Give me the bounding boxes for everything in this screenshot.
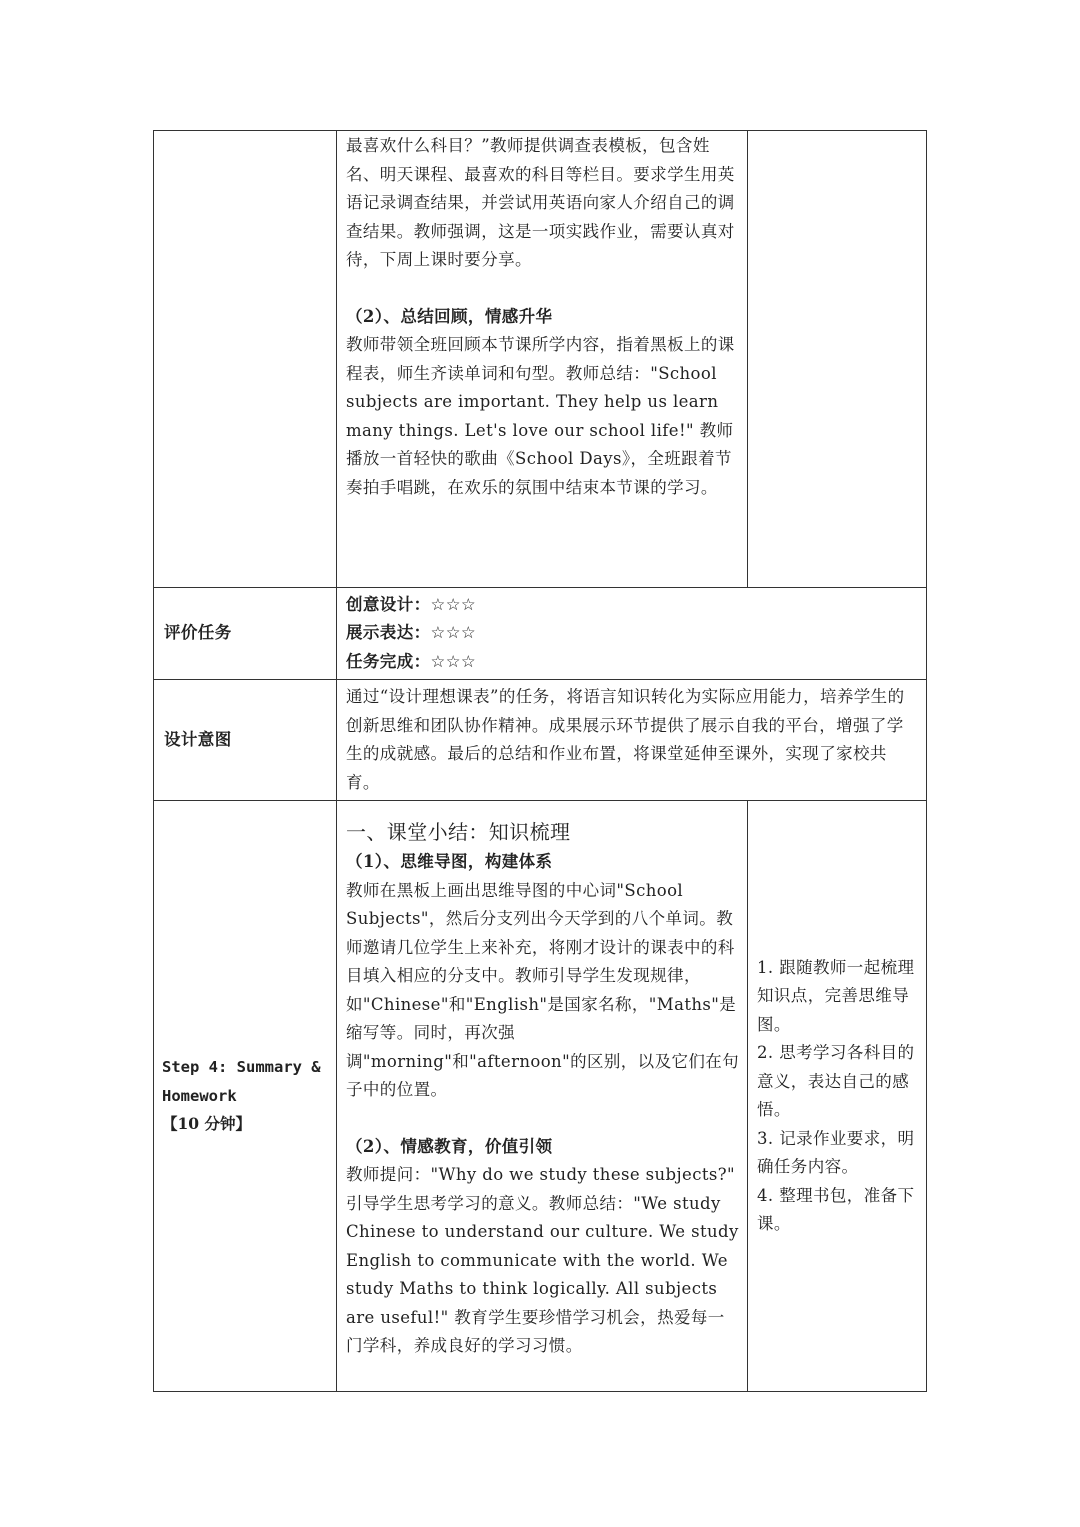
subheading-emotional-education: （2）、情感教育，价值引领 — [346, 1136, 553, 1156]
criterion-label: 创意设计： — [346, 594, 431, 614]
design-intent-label: 设计意图 — [164, 729, 232, 749]
evaluation-item — [346, 648, 741, 677]
lesson-plan-table — [153, 130, 927, 1392]
evaluation-items — [346, 588, 741, 679]
star-rating: ☆☆☆ — [430, 594, 477, 614]
mind-map-paragraph: 教师在黑板上画出思维导图的中心词"School Subjects"，然后分支列出今天学到的八个单词。教师邀请几位学生上来补充，将刚才设计的课表中的科目填入相应的分支中。教师引导学生发现规律，如"Chinese"和"English"是国家名称，"Maths"是缩写等。同时，再次强调"morning"和"afternoon"的区别，以及它们在句子中的位置。 — [346, 880, 740, 1099]
star-rating: ☆☆☆ — [430, 651, 477, 671]
step-title: Step 4: Summary & — [162, 1058, 321, 1077]
column-divider — [336, 130, 337, 1392]
emotional-education-paragraph: 教师提问："Why do we study these subjects?" 引导学生思考学习的意义。教师总结："We study Chinese to understand our culture. We study English to communicate with the world. We study Maths to think logically. All subjects are useful!" 教育学生要珍惜学习机会，热爱每一门学科，养成良好的学习习惯。 — [346, 1165, 739, 1355]
criterion-label: 展示表达： — [346, 623, 431, 643]
subheading-mind-map: （1）、思维导图，构建体系 — [346, 852, 553, 871]
summary-paragraph: 教师带领全班回顾本节课所学内容，指着黑板上的课程表，师生齐读单词和句型。教师总结："School subjects are important. They help us learn many things. Let's love our school life!" 教师播放一首轻快的歌曲《School Days》，全班跟着节奏拍手唱跳，在欢乐的氛围中结束本节课的学习。 — [346, 335, 735, 497]
student-activity-item: 2. 思考学习各科目的意义，表达自己的感悟。 — [757, 1043, 915, 1119]
teacher-activity-cell — [346, 132, 741, 502]
column-divider — [747, 130, 748, 588]
student-activity-item: 1. 跟随教师一起梳理知识点，完善思维导图。 — [757, 957, 915, 1034]
step-duration: 【10 分钟】 — [162, 1114, 251, 1134]
design-intent-text: 通过“设计理想课表”的任务，将语言知识转化为实际应用能力，培养学生的创新思维和团队协作精神。成果展示环节提供了展示自我的平台，增强了学生的成就感。最后的总结和作业布置，将课堂延伸至课外，实现了家校共育。 — [346, 687, 905, 792]
student-activity-item: 3. 记录作业要求，明确任务内容。 — [757, 1128, 915, 1176]
step4-label — [162, 801, 334, 1391]
evaluation-label: 评价任务 — [164, 623, 232, 643]
evaluation-item — [346, 591, 741, 620]
table-border-left — [153, 130, 154, 1392]
homework-paragraph: 最喜欢什么科目？”教师提供调查表模板，包含姓名、明天课程、最喜欢的科目等栏目。要求学生用英语记录调查结果，并尝试用英语向家人介绍自己的调查结果。教师强调，这是一项实践作业，需要认真对待，下周上课时要分享。 — [346, 136, 735, 269]
star-rating: ☆☆☆ — [430, 623, 477, 643]
step4-student-activity — [757, 801, 919, 1391]
step-title-continued: Homework — [162, 1086, 237, 1105]
column-divider — [747, 800, 748, 1392]
section-heading: 一、课堂小结：知识梳理 — [346, 820, 571, 844]
student-activity-item: 4. 整理书包，准备下课。 — [757, 1185, 915, 1233]
table-border-right — [926, 130, 927, 1392]
subheading-summary-review: （2）、总结回顾，情感升华 — [346, 306, 553, 326]
criterion-label: 任务完成： — [346, 651, 431, 671]
table-border-top — [153, 130, 927, 131]
evaluation-item — [346, 619, 741, 648]
step4-teacher-activity — [346, 816, 741, 1361]
table-border-bottom — [153, 1391, 927, 1392]
